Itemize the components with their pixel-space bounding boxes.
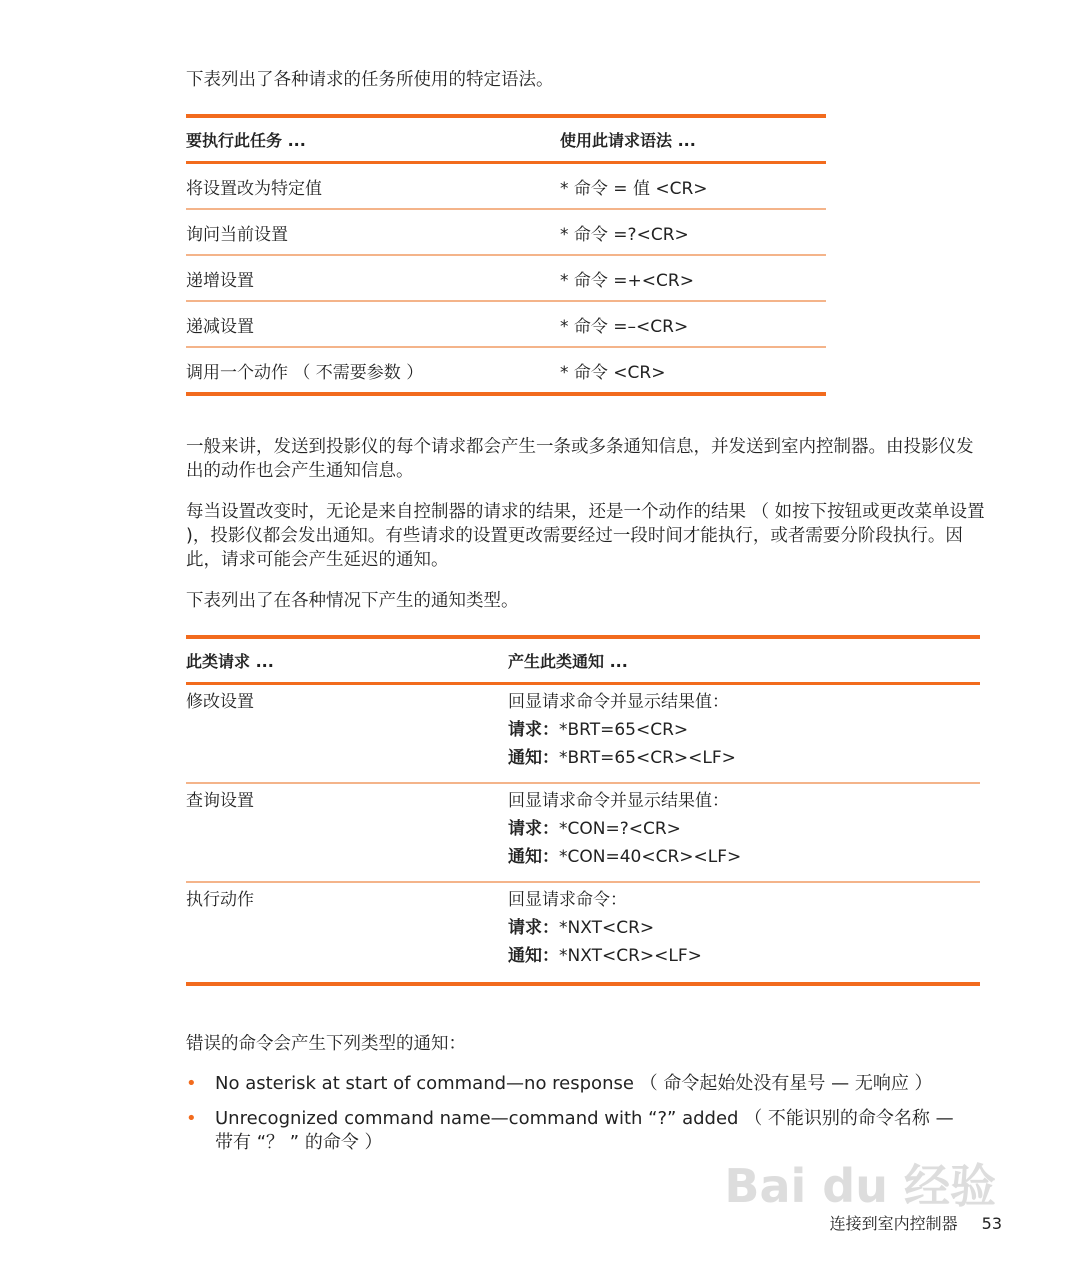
task-cell: 递增设置 [186, 270, 254, 291]
table-bottom-rule [186, 392, 826, 396]
request-type-cell: 修改设置 [186, 692, 254, 712]
table-row [186, 164, 826, 210]
notification-cell [508, 790, 980, 881]
task-cell: 将设置改为特定值 [186, 178, 322, 199]
header-request: 此类请求 ... [186, 652, 274, 671]
task-cell: 调用一个动作 （ 不需要参数 ） [186, 362, 424, 383]
task-cell: 询问当前设置 [186, 224, 288, 245]
notify-example: *BRT=65<CR><LF> [559, 748, 736, 768]
header-task: 要执行此任务 ... [186, 131, 306, 150]
request-label: 请求： [508, 918, 559, 938]
notification-table [186, 635, 980, 986]
errors-intro: 错误的命令会产生下列类型的通知： [186, 1034, 466, 1054]
syntax-cell: * 命令 = 值 <CR> [560, 178, 708, 199]
request-type-cell: 执行动作 [186, 890, 254, 910]
page-number: 53 [981, 1214, 1002, 1233]
paragraph: 下表列出了在各种情况下产生的通知类型。 [186, 591, 519, 611]
list-item [186, 1072, 976, 1096]
table-header [186, 118, 826, 164]
footer-section: 连接到室内控制器 [829, 1214, 958, 1233]
request-example: *BRT=65<CR> [559, 720, 689, 740]
list-item-text: No asterisk at start of command—no response （ 命令起始处没有星号 — 无响应 ） [215, 1073, 933, 1094]
table-row [186, 685, 980, 784]
request-type-cell: 查询设置 [186, 791, 254, 811]
notify-example: *CON=40<CR><LF> [559, 847, 742, 867]
request-example: *NXT<CR> [559, 918, 655, 938]
request-label: 请求： [508, 819, 559, 839]
syntax-cell: * 命令 <CR> [560, 362, 666, 383]
list-item-text: Unrecognized command name—command with “?” added （ 不能识别的命令名称 — 带有 “？ ” 的命令 ） [215, 1108, 954, 1153]
notification-desc: 回显请求命令并显示结果值： [508, 692, 729, 712]
baidu-watermark-logo: Bai du 经验 [724, 1159, 996, 1213]
table-row [186, 256, 826, 302]
bullet-icon: • [186, 1073, 197, 1094]
page-footer [830, 1211, 1002, 1234]
intro-text: 下表列出了各种请求的任务所使用的特定语法。 [186, 70, 554, 90]
paragraph: 每当设置改变时，无论是来自控制器的请求的结果，还是一个动作的结果 （ 如按下按钮或更改菜单设置 )，投影仪都会发出通知。有些请求的设置更改需要经过一段时间才能执行，或者需要分阶段执行。因此，请求可能会产生延迟的通知。 [186, 502, 985, 570]
table-row [186, 302, 826, 348]
table-row [186, 348, 826, 392]
paragraph: 一般来讲，发送到投影仪的每个请求都会产生一条或多条通知信息，并发送到室内控制器。由投影仪发出的动作也会产生通知信息。 [186, 437, 974, 481]
request-example: *CON=?<CR> [559, 819, 681, 839]
task-cell: 递减设置 [186, 316, 254, 337]
notify-example: *NXT<CR><LF> [559, 946, 702, 966]
list-item [186, 1107, 976, 1155]
notify-label: 通知： [508, 847, 559, 867]
table-bottom-rule [186, 982, 980, 986]
table-row [186, 784, 980, 883]
notification-cell [508, 889, 980, 982]
notify-label: 通知： [508, 748, 559, 768]
bullet-icon: • [186, 1108, 197, 1129]
header-notification: 产生此类通知 ... [508, 652, 628, 671]
table-row [186, 210, 826, 256]
syntax-cell: * 命令 =+<CR> [560, 270, 694, 291]
notification-desc: 回显请求命令： [508, 890, 627, 910]
notify-label: 通知： [508, 946, 559, 966]
notification-cell [508, 691, 980, 782]
syntax-cell: * 命令 =?<CR> [560, 224, 689, 245]
syntax-cell: * 命令 =–<CR> [560, 316, 689, 337]
syntax-table [186, 114, 826, 396]
notification-desc: 回显请求命令并显示结果值： [508, 791, 729, 811]
table-row [186, 883, 980, 982]
request-label: 请求： [508, 720, 559, 740]
header-syntax: 使用此请求语法 ... [560, 131, 696, 150]
table-header [186, 639, 980, 685]
